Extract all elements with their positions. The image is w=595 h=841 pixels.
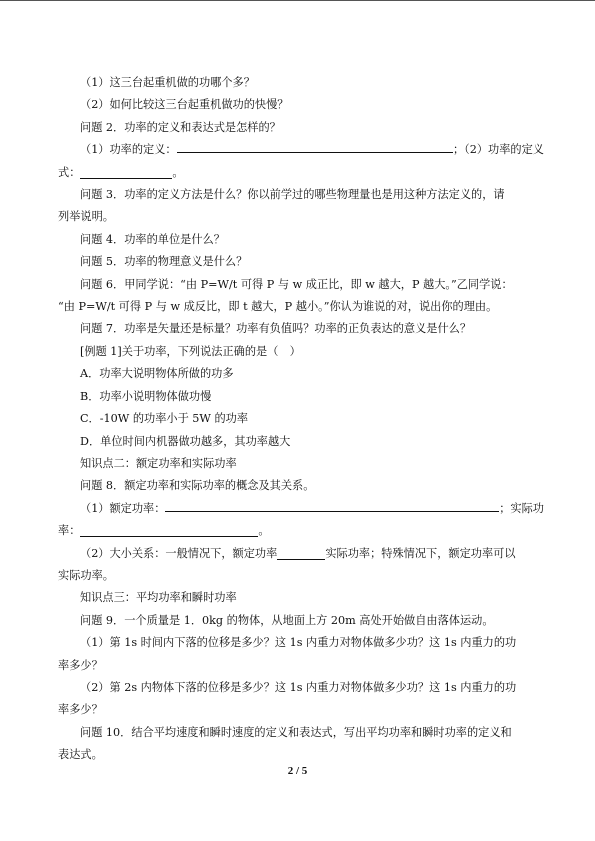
text-segment: （1）额定功率： (80, 501, 166, 515)
answer-blank[interactable] (80, 523, 258, 537)
text-line: 问题 2．功率的定义和表达式是怎样的？ (80, 120, 281, 134)
text-line: 问题 5．功率的物理意义是什么？ (80, 255, 248, 269)
answer-blank[interactable] (165, 498, 499, 512)
fill-in-line (58, 498, 544, 520)
option-b: B．功率小说明物体做功慢 (80, 389, 212, 403)
text-segment: ；（2）功率的定义 (452, 143, 544, 157)
header-rule (0, 0, 595, 1)
document-body (58, 72, 544, 767)
text-line: （2）如何比较这三台起重机做功的快慢？ (80, 98, 289, 112)
page-number: 2 / 5 (287, 765, 308, 777)
option-c: C．-10W 的功率小于 5W 的功率 (80, 412, 249, 426)
text-line: 问题 4．功率的单位是什么？ (80, 232, 225, 246)
text-line: （1）这三台起重机做的功哪个多？ (80, 76, 255, 89)
text-segment: （1）功率的定义： (80, 143, 177, 157)
text-line: 列举说明。 (58, 210, 114, 224)
text-line: 问题 8．额定功率和实际功率的概念及其关系。 (80, 479, 315, 493)
text-line: 问题 3．功率的定义方法是什么？你以前学过的哪些物理量也是用这种方法定义的，请 (80, 188, 505, 202)
text-line: 率多少？ (58, 658, 103, 672)
text-segment: 。 (258, 524, 270, 538)
text-line: （2）第 2s 内物体下落的位移是多少？这 1s 内重力对物体做多少功？这 1s 内重力的功 (80, 680, 517, 694)
text-line: 实际功率。 (58, 568, 114, 582)
text-line: 问题 9．一个质量是 1．0kg 的物体，从地面上方 20m 高处开始做自由落体运动。 (80, 613, 494, 627)
fill-in-line (58, 162, 544, 184)
text-line: 率多少？ (58, 703, 103, 717)
text-segment: 率： (58, 524, 81, 538)
fill-in-line (58, 543, 544, 565)
section-heading: 知识点三：平均功率和瞬时功率 (80, 591, 237, 605)
answer-blank[interactable] (177, 139, 453, 153)
text-segment: 。 (172, 165, 184, 179)
text-line: 问题 10．结合平均速度和瞬时速度的定义和表达式，写出平均功率和瞬时功率的定义和 (80, 725, 512, 739)
text-line: 问题 7．功率是矢量还是标量？功率有负值吗？功率的正负表达的意义是什么？ (80, 322, 472, 336)
fill-in-line (58, 520, 544, 542)
option-d: D．单位时间内机器做功越多，其功率越大 (80, 434, 291, 448)
text-line: 表达式。 (58, 748, 103, 762)
text-segment: （2）大小关系：一般情况下，额定功率 (80, 546, 278, 560)
text-line: （1）第 1s 时间内下落的位移是多少？这 1s 内重力对物体做多少功？这 1s 内重力的功 (80, 636, 517, 650)
text-line: 问题 6．甲同学说：“由 P=W/t 可得 P 与 w 成正比，即 w 越大，P 越大。”乙同学说： (80, 277, 513, 291)
text-line: “由 P=W/t 可得 P 与 w 成反比，即 t 越大，P 越小。”你认为谁说的对，说出你的理由。 (58, 300, 498, 314)
example-question: [例题 1]关于功率，下列说法正确的是（ ） (80, 344, 301, 358)
fill-in-line (58, 139, 544, 161)
option-a: A．功率大说明物体所做的功多 (80, 367, 234, 381)
section-heading: 知识点二：额定功率和实际功率 (80, 456, 237, 470)
text-segment: 实际功率；特殊情况下，额定功率可以 (325, 546, 516, 560)
answer-blank[interactable] (277, 546, 325, 560)
text-segment: ；实际功 (499, 501, 544, 515)
text-segment: 式： (58, 165, 81, 179)
answer-blank[interactable] (80, 165, 172, 179)
